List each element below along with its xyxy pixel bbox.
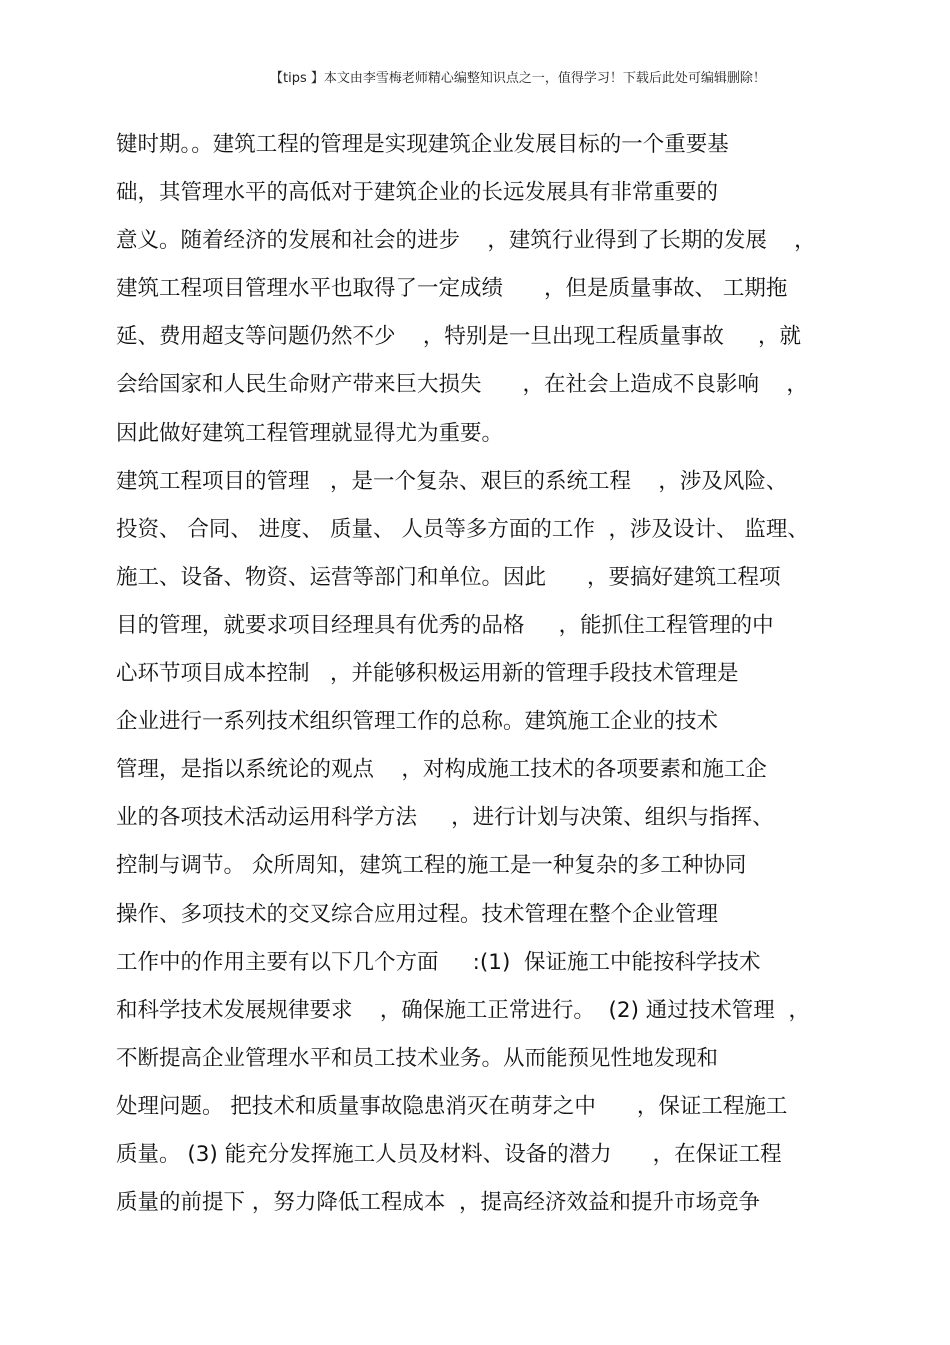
document-body <box>116 121 856 1227</box>
text-line: 建筑工程项目管理水平也取得了一定成绩 ，但是质量事故、 工期拖 <box>116 276 788 302</box>
text-line: 管理，是指以系统论的观点 ，对构成施工技术的各项要素和施工企 <box>116 757 767 783</box>
text-line: 施工、设备、物资、运营等部门和单位。因此 ，要搞好建筑工程项 <box>116 564 781 590</box>
text-line: 业的各项技术活动运用科学方法 ，进行计划与决策、组织与指挥、 <box>116 805 774 831</box>
text-line: 控制与调节。 众所周知，建筑工程的施工是一种复杂的多工种协同 <box>116 853 747 879</box>
text-line: 企业进行一系列技术组织管理工作的总称。建筑施工企业的技术 <box>116 709 719 735</box>
text-line: 处理问题。 把技术和质量事故隐患消灭在萌芽之中 ，保证工程施工 <box>116 1093 788 1119</box>
text-line: 建筑工程项目的管理 ，是一个复杂、艰巨的系统工程 ，涉及风险、 <box>116 468 788 494</box>
text-line: 心环节项目成本控制 ，并能够积极运用新的管理手段技术管理是 <box>116 661 739 687</box>
text-line: 工作中的作用主要有以下几个方面 :(1) 保证施工中能按科学技术 <box>116 949 761 975</box>
text-line: 会给国家和人民生命财产带来巨大损失 ，在社会上造成不良影响 ， <box>116 372 808 398</box>
text-line: 目的管理，就要求项目经理具有优秀的品格 ，能抓住工程管理的中 <box>116 612 774 638</box>
text-line: 键时期。。建筑工程的管理是实现建筑企业发展目标的一个重要基 <box>116 132 729 157</box>
text-line: 操作、多项技术的交叉综合应用过程。技术管理在整个企业管理 <box>116 901 719 927</box>
text-line: 延、费用超支等问题仍然不少 ，特别是一旦出现工程质量事故 ，就 <box>116 324 802 350</box>
text-line: 和科学技术发展规律要求 ，确保施工正常进行。 (2) 通过技术管理 ， <box>116 997 810 1023</box>
header-tip-text: 【tips 】本文由李雪梅老师精心编整知识点之一，值得学习！下载后此处可编辑删除！ <box>270 71 766 86</box>
text-line: 础，其管理水平的高低对于建筑企业的长远发展具有非常重要的 <box>116 180 719 206</box>
text-line: 质量。 (3) 能充分发挥施工人员及材料、设备的潜力 ，在保证工程 <box>116 1141 782 1167</box>
text-line: 质量的前提下 ，努力降低工程成本 ，提高经济效益和提升市场竞争 <box>116 1190 761 1216</box>
text-line: 因此做好建筑工程管理就显得尤为重要。 <box>116 420 504 446</box>
text-line: 不断提高企业管理水平和员工技术业务。从而能预见性地发现和 <box>116 1045 719 1071</box>
text-line: 投资、 合同、 进度、 质量、 人员等多方面的工作 ，涉及设计、 监理、 <box>116 516 809 542</box>
text-line: 意义。随着经济的发展和社会的进步 ，建筑行业得到了长期的发展 ， <box>116 228 816 254</box>
